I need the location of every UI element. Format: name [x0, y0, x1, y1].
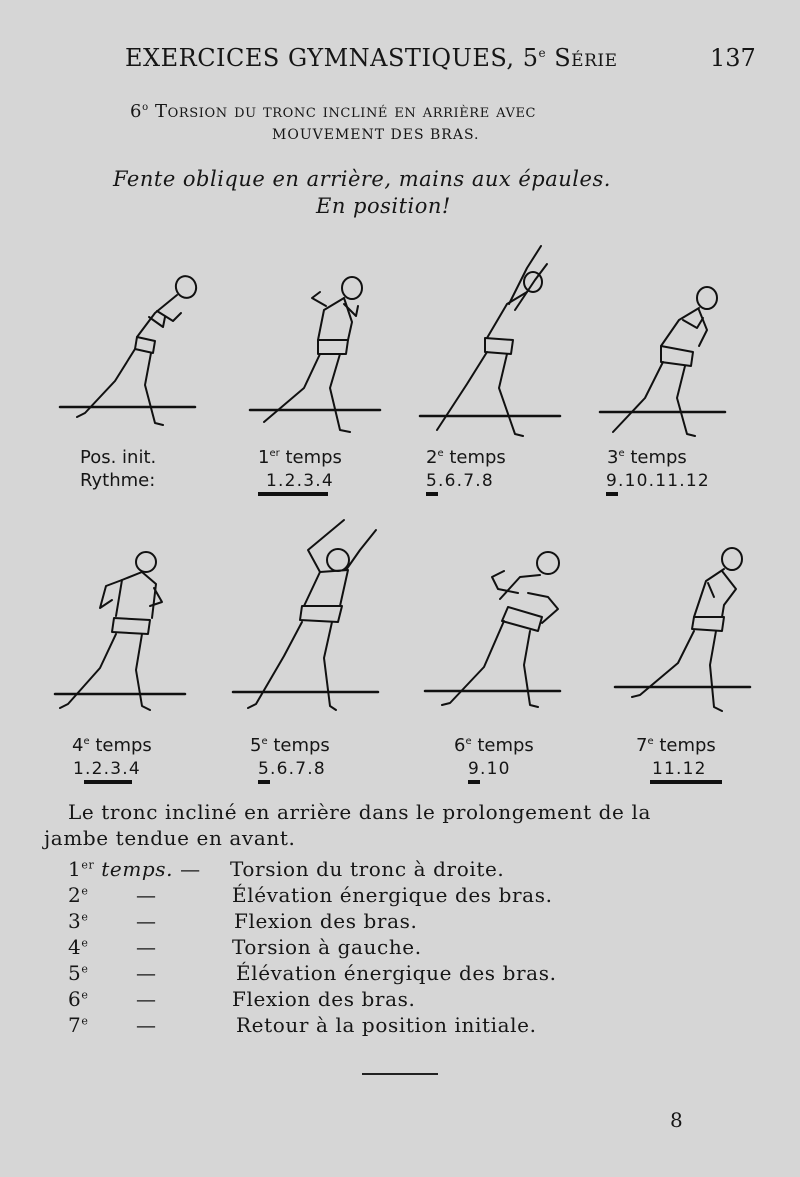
step-7-number: 7e — [68, 1013, 89, 1037]
description-line1: Le tronc incliné en arrière dans le prolongement de la — [68, 800, 651, 824]
rhythm-temps-4: 1.2.3.4 — [73, 759, 141, 779]
caption-rythme: Rythme: — [80, 470, 156, 491]
rhythm-underline-temps-1 — [258, 492, 328, 496]
step-7-dash: — — [136, 1013, 156, 1037]
figure-temps-3 — [595, 280, 745, 445]
caption-position-initiale: Pos. init. — [80, 447, 157, 468]
rhythm-temps-6: 9.10 — [468, 759, 511, 779]
figure-temps-5 — [228, 510, 388, 720]
exercise-number-sup: o — [142, 102, 149, 113]
caption-temps-1: 1er temps — [258, 447, 342, 468]
step-2-number: 2e — [68, 883, 89, 907]
step-5-dash: — — [136, 961, 156, 985]
figure-temps-4 — [50, 548, 190, 723]
rhythm-underline-temps-5 — [258, 780, 270, 784]
section-divider — [362, 1073, 438, 1075]
step-1-text: Torsion du tronc à droite. — [230, 857, 505, 881]
rhythm-underline-temps-7 — [650, 780, 722, 784]
rhythm-temps-5: 5.6.7.8 — [258, 759, 326, 779]
rhythm-temps-3: 9.10.11.12 — [606, 471, 710, 491]
rhythm-underline-temps-2 — [426, 492, 438, 496]
step-2-text: Élévation énergique des bras. — [232, 883, 553, 907]
header-series: Série — [554, 44, 618, 72]
caption-temps-6: 6e temps — [454, 735, 534, 756]
figure-temps-6 — [420, 545, 570, 725]
signature-mark: 8 — [670, 1108, 683, 1132]
step-4-dash: — — [136, 935, 156, 959]
step-6-dash: — — [136, 987, 156, 1011]
step-3-dash: — — [136, 909, 156, 933]
instruction-line2: En position! — [316, 194, 451, 218]
exercise-title-line2: MOUVEMENT DES BRAS. — [272, 127, 480, 143]
caption-temps-7: 7e temps — [636, 735, 716, 756]
header-title-sup: e — [538, 46, 547, 60]
step-5-number: 5e — [68, 961, 89, 985]
rhythm-temps-7: 11.12 — [652, 759, 707, 779]
step-3-number: 3e — [68, 909, 89, 933]
step-4-text: Torsion à gauche. — [232, 935, 422, 959]
step-2-dash: — — [136, 883, 156, 907]
step-5-text: Élévation énergique des bras. — [236, 961, 557, 985]
caption-temps-4: 4e temps — [72, 735, 152, 756]
step-6-text: Flexion des bras. — [232, 987, 416, 1011]
step-3-text: Flexion des bras. — [234, 909, 418, 933]
instruction-line1: Fente oblique en arrière, mains aux épaules. — [113, 167, 611, 191]
running-header — [125, 44, 618, 72]
page-number: 137 — [710, 44, 756, 72]
exercise-number: 6 — [130, 101, 143, 122]
caption-temps-2: 2e temps — [426, 447, 506, 468]
rhythm-temps-2: 5.6.7.8 — [426, 471, 494, 491]
caption-temps-5: 5e temps — [250, 735, 330, 756]
description-line2: jambe tendue en avant. — [44, 826, 296, 850]
figure-temps-1 — [240, 270, 390, 440]
step-6-number: 6e — [68, 987, 89, 1011]
caption-temps-3: 3e temps — [607, 447, 687, 468]
rhythm-underline-temps-3 — [606, 492, 618, 496]
figure-position-initiale — [55, 265, 205, 435]
step-1-number: 1er temps. — — [68, 857, 201, 881]
step-7-text: Retour à la position initiale. — [236, 1013, 537, 1037]
exercise-title-line1: Torsion du tronc incliné en arrière avec — [155, 101, 537, 122]
exercise-title — [130, 101, 536, 122]
figure-temps-2 — [415, 238, 565, 443]
header-title-main: EXERCICES GYMNASTIQUES, 5 — [125, 44, 539, 72]
rhythm-underline-temps-4 — [84, 780, 132, 784]
step-4-number: 4e — [68, 935, 89, 959]
rhythm-temps-1: 1.2.3.4 — [266, 471, 334, 491]
rhythm-underline-temps-6 — [468, 780, 480, 784]
figure-temps-7 — [610, 545, 760, 725]
